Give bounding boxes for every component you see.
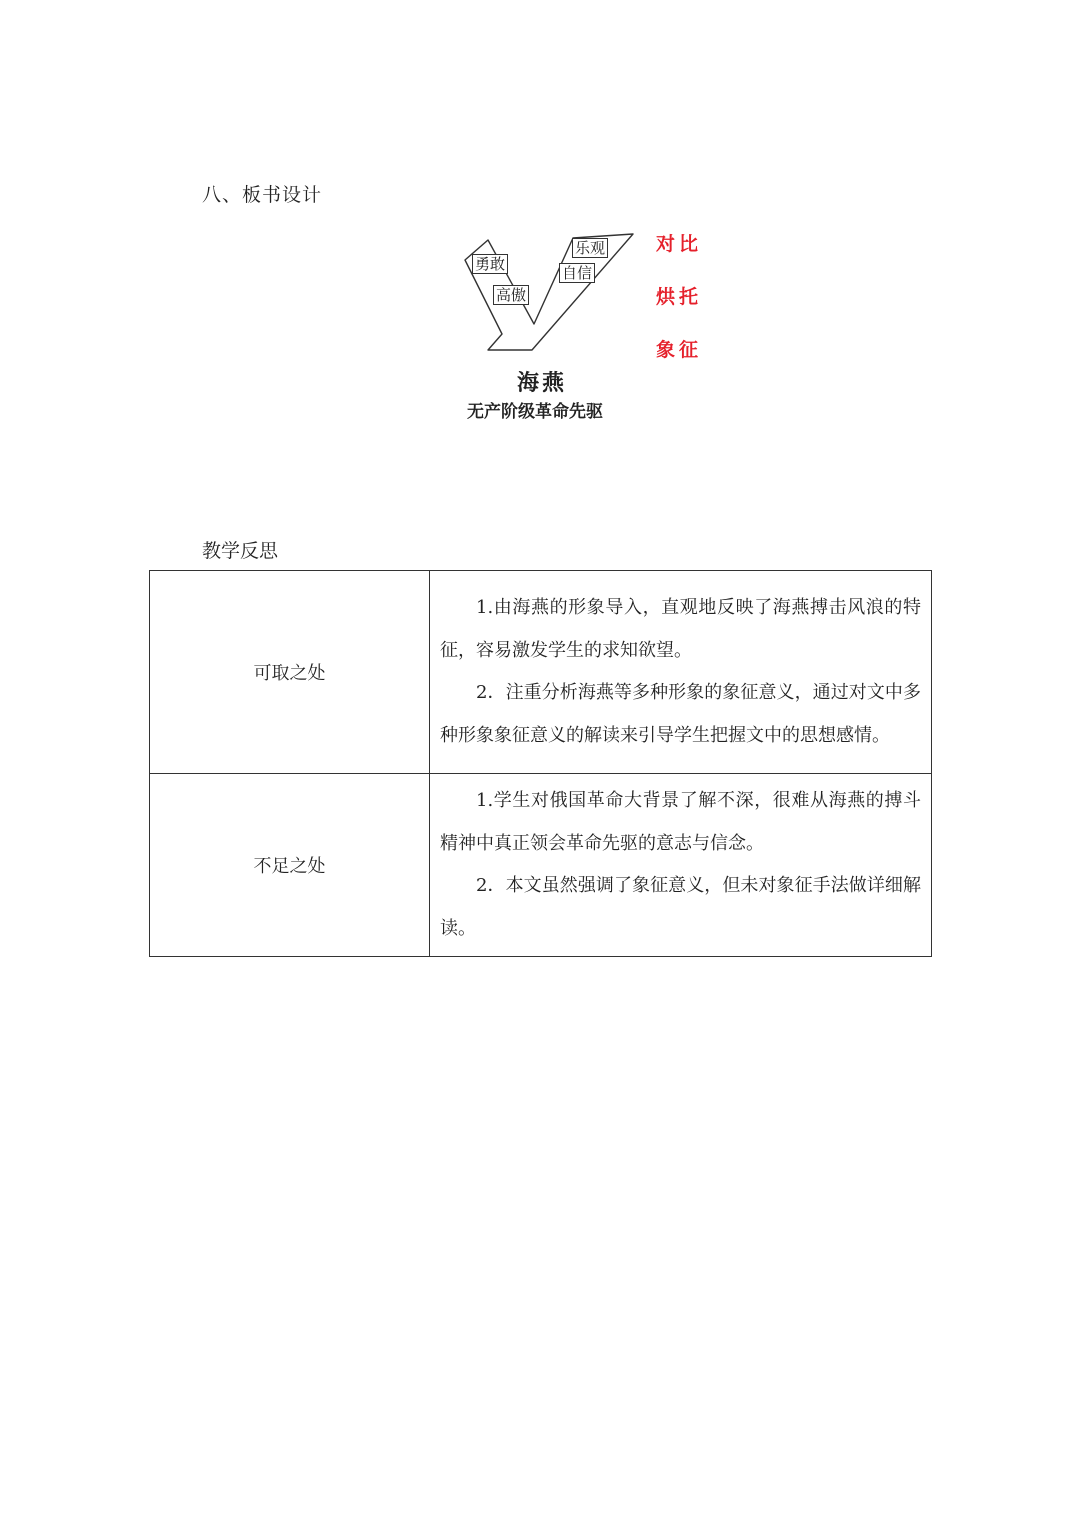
row-content: [430, 571, 932, 774]
word-tag-brave: 勇敢: [472, 254, 508, 274]
word-tag-proud: 高傲: [493, 285, 529, 305]
row-content: [430, 774, 932, 957]
section-title: 八、板书设计: [202, 184, 323, 206]
board-subtitle: 无产阶级革命先驱: [467, 402, 603, 422]
point-text: 2．注重分析海燕等多种形象的象征意义，通过对文中多种形象象征意义的解读来引导学生把握文中的思想感情。: [440, 682, 921, 746]
technique-symbol: 象征: [656, 339, 703, 361]
table-row: [150, 571, 932, 774]
board-title: 海燕: [517, 371, 568, 396]
reflection-table: [149, 570, 932, 957]
point-text: 1.由海燕的形象导入，直观地反映了海燕搏击风浪的特征，容易激发学生的求知欲望。: [440, 597, 921, 661]
reflection-caption: 教学反思: [202, 540, 279, 562]
point-text: 1.学生对俄国革命大背景了解不深，很难从海燕的搏斗精神中真正领会革命先驱的意志与信念。: [440, 790, 921, 854]
table-row: [150, 774, 932, 957]
word-tag-optimistic: 乐观: [572, 238, 608, 258]
technique-contrast: 对比: [656, 233, 703, 255]
technique-foil: 烘托: [656, 286, 703, 308]
point-text: 2．本文虽然强调了象征意义，但未对象征手法做详细解读。: [440, 875, 921, 939]
row-label: 可取之处: [150, 571, 430, 774]
word-tag-confident: 自信: [559, 263, 595, 283]
row-label: 不足之处: [150, 774, 430, 957]
